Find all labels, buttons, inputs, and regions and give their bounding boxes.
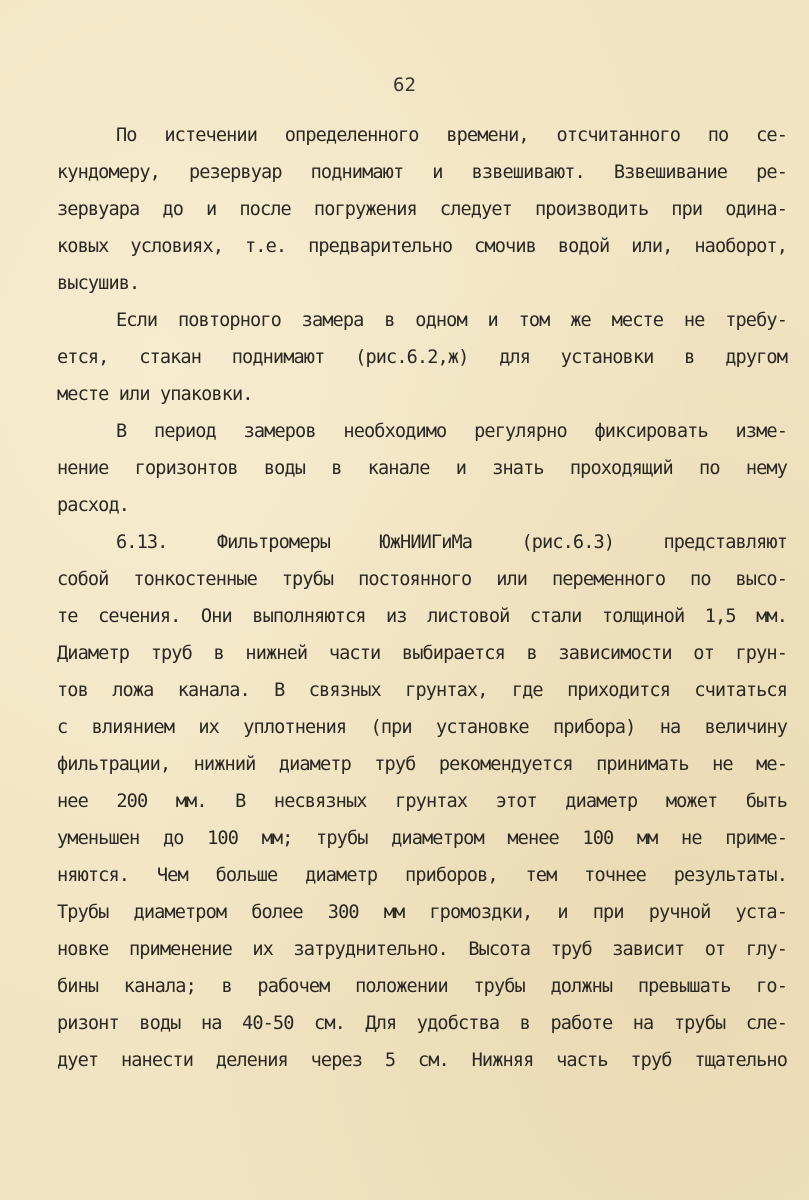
text-line: нение горизонтов воды в канале и знать проходящий по нему bbox=[57, 458, 787, 479]
text-line: месте или упаковки. bbox=[57, 384, 253, 405]
text-line: Если повторного замера в одном и том же месте не требу- bbox=[116, 310, 787, 331]
text-line: тов ложа канала. В связных грунтах, где приходится считаться bbox=[57, 680, 787, 701]
text-line: уменьшен до 100 мм; трубы диаметром менее 100 мм не приме- bbox=[57, 828, 787, 849]
text-line: нее 200 мм. В несвязных грунтах этот диаметр может быть bbox=[57, 791, 787, 812]
text-line: няются. Чем больше диаметр приборов, тем точнее результаты. bbox=[57, 865, 787, 886]
text-line: Трубы диаметром более 300 мм громоздки, и при ручной уста- bbox=[57, 902, 787, 923]
text-line: По истечении определенного времени, отсчитанного по се- bbox=[116, 125, 787, 146]
text-line: ковых условиях, т.е. предварительно смочив водой или, наоборот, bbox=[57, 236, 787, 257]
text-line: ется, стакан поднимают (рис.6.2,ж) для установки в другом bbox=[57, 347, 787, 368]
text-line: 6.13. Фильтромеры ЮжНИИГиМа (рис.6.3) представляют bbox=[116, 532, 787, 553]
text-line: кундомеру, резервуар поднимают и взвешивают. Взвешивание ре- bbox=[57, 162, 787, 183]
text-line: бины канала; в рабочем положении трубы должны превышать го- bbox=[57, 976, 787, 997]
text-line: расход. bbox=[57, 495, 130, 516]
text-line: ризонт воды на 40-50 см. Для удобства в работе на трубы сле- bbox=[57, 1013, 787, 1034]
text-line: те сечения. Они выполняются из листовой стали толщиной 1,5 мм. bbox=[57, 606, 787, 627]
text-line: дует нанести деления через 5 см. Нижняя часть труб тщательно bbox=[57, 1050, 787, 1071]
text-line: собой тонкостенные трубы постоянного или переменного по высо- bbox=[57, 569, 787, 590]
text-line: новке применение их затруднительно. Высота труб зависит от глу- bbox=[57, 939, 787, 960]
text-line: высушив. bbox=[57, 273, 140, 294]
page-number: 62 bbox=[393, 74, 416, 96]
text-line: зервуара до и после погружения следует производить при одина- bbox=[57, 199, 787, 220]
text-line: фильтрации, нижний диаметр труб рекомендуется принимать не ме- bbox=[57, 754, 787, 775]
text-line: В период замеров необходимо регулярно фиксировать изме- bbox=[116, 421, 787, 442]
text-line: Диаметр труб в нижней части выбирается в зависимости от грун- bbox=[57, 643, 787, 664]
text-line: с влиянием их уплотнения (при установке прибора) на величину bbox=[57, 717, 787, 738]
